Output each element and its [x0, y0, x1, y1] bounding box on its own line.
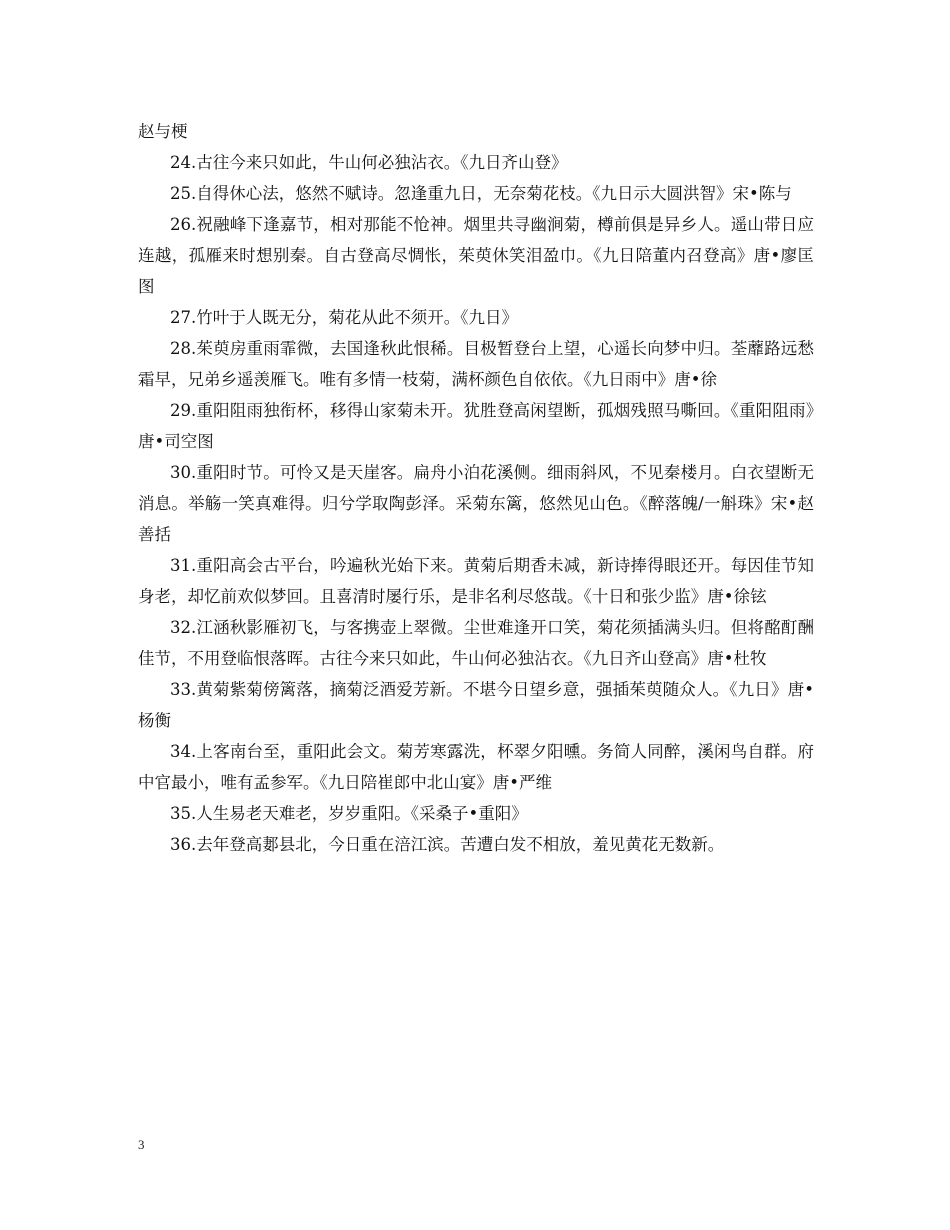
page-number: 3: [138, 1137, 145, 1152]
poem-entry-34: 34.上客南台至，重阳此会文。菊芳寒露洗，杯翠夕阳曛。务简人同醉，溪闲鸟自群。府中官最小，唯有孟参军。《九日陪崔郎中北山宴》唐•严维: [138, 742, 814, 792]
document-body: [138, 116, 814, 860]
poem-entry-33: 33.黄菊紫菊傍篱落，摘菊泛酒爱芳新。不堪今日望乡意，强插茱萸随众人。《九日》唐•杨衡: [138, 680, 814, 730]
poem-entry-36: 36.去年登高郪县北，今日重在涪江滨。苦遭白发不相放，羞见黄花无数新。: [170, 835, 725, 854]
poem-entry-29: 29.重阳阻雨独衔杯，移得山家菊未开。犹胜登高闲望断，孤烟残照马嘶回。《重阳阻雨》唐•司空图: [138, 401, 814, 451]
poem-entry-24: 24.古往今来只如此，牛山何必独沾衣。《九日齐山登》: [170, 153, 568, 172]
poem-entry-31: 31.重阳高会古平台，吟遍秋光始下来。黄菊后期香未减，新诗捧得眼还开。每因佳节知身老，却忆前欢似梦回。且喜清时屡行乐，是非名利尽悠哉。《十日和张少监》唐•徐铉: [138, 556, 814, 606]
poem-entry-28: 28.茱萸房重雨霏微，去国逢秋此恨稀。目极暂登台上望，心遥长向梦中归。荃蘼路远愁霜早，兄弟乡遥羡雁飞。唯有多情一枝菊，满杯颜色自依依。《九日雨中》唐•徐: [138, 339, 814, 389]
poem-entry-32: 32.江涵秋影雁初飞，与客携壶上翠微。尘世难逢开口笑，菊花须插满头归。但将酩酊酬佳节，不用登临恨落晖。古往今来只如此，牛山何必独沾衣。《九日齐山登高》唐•杜牧: [138, 618, 814, 668]
poem-entry-26: 26.祝融峰下逢嘉节，相对那能不怆神。烟里共寻幽涧菊，樽前俱是异乡人。遥山带日应连越，孤雁来时想别秦。自古登高尽惆怅，茱萸休笑泪盈巾。《九日陪董内召登高》唐•廖匡图: [138, 215, 814, 296]
poem-entry-27: 27.竹叶于人既无分，菊花从此不须开。《九日》: [170, 308, 518, 327]
poem-entry-25: 25.自得休心法，悠然不赋诗。忽逢重九日，无奈菊花枝。《九日示大圆洪智》宋•陈与: [170, 184, 792, 203]
paragraph-author-continuation: 赵与梗: [138, 122, 188, 141]
poem-entry-35: 35.人生易老天难老，岁岁重阳。《采桑子•重阳》: [170, 804, 528, 823]
poem-entry-30: 30.重阳时节。可怜又是天崖客。扁舟小泊花溪侧。细雨斜风，不见秦楼月。白衣望断无消息。举觞一笑真难得。归兮学取陶彭泽。采菊东篱，悠然见山色。《醉落魄/一斛珠》宋•赵善括: [138, 463, 814, 544]
